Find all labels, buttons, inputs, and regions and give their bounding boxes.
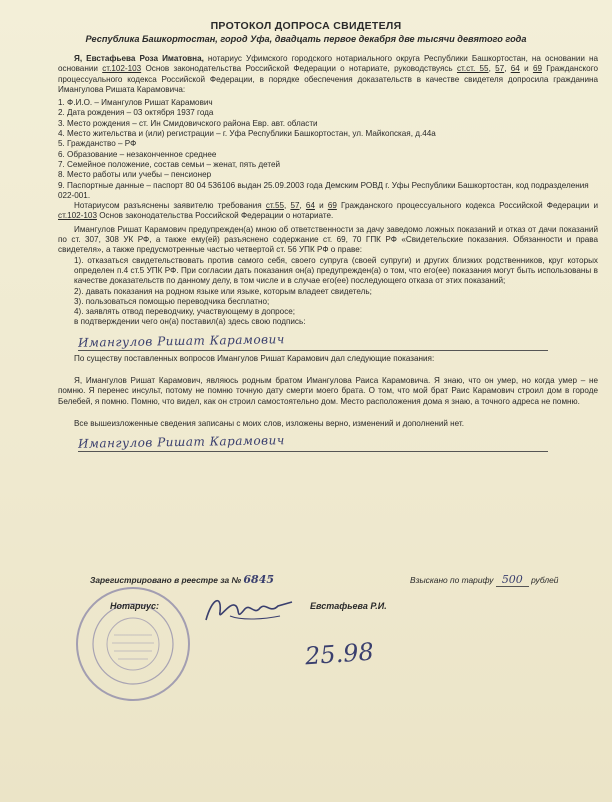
registry-label: Зарегистрировано в реестре за № xyxy=(90,575,242,585)
fee-label: Взыскано по тарифу xyxy=(410,575,494,585)
rights-law-ref-4: 69 xyxy=(327,201,337,211)
notary-label: Нотариус: xyxy=(110,601,160,611)
rights-law-ref-3: 64 xyxy=(305,201,315,211)
intro-sep-3: и xyxy=(519,64,533,74)
intro-law-ref-5: 69 xyxy=(532,64,542,74)
testimony-text: Я, Имангулов Ришат Карамович, являюсь родным братом Имангулова Раиса Карамовича. Я знаю, что он умер, но когда умер – не помню. Я перенес инсульт, потому не помню точную дату смерти моего брата. О том, что мой брат Раис Карамович строил дом в городе Белебей, я помню. Помню, что видел, как он строил самостоятельно дом. Место расположения дома я знаю, а точного адреса не помню. xyxy=(58,376,598,406)
handwritten-signature-2: Имангулов Ришат Карамович xyxy=(77,433,285,452)
intro-law-ref-3: 57 xyxy=(495,64,505,74)
intro-text-2: Основ законодательства Российской Федерации о нотариате, руководствуясь xyxy=(141,64,457,74)
document-body xyxy=(58,54,598,455)
rights-law-ref-1: ст.55 xyxy=(265,201,285,211)
rights-text-1: Нотариусом разъяснены заявителю требования xyxy=(74,201,266,211)
confirmation-text: в подтверждении чего он(а) поставил(а) здесь свою подпись: xyxy=(74,317,306,327)
document-title: ПРОТОКОЛ ДОПРОСА СВИДЕТЕЛЯ xyxy=(210,20,402,32)
rights-item: 1). отказаться свидетельствовать против самого себя, своего супруга (своей супруги) и других близких родственников, круг которых определен п.4 ст.5 УПК РФ. При согласии дать показания он(а) предупрежден(а) о том, что его(ее) показания могут быть использованы в качестве доказательств по данному делу, в том числе и в случае его(ее) последующего отказа от этих показаний; xyxy=(74,255,598,286)
handwritten-date: 25.98 xyxy=(304,637,375,671)
intro-law-ref-4: 64 xyxy=(510,64,520,74)
rights-sep-3: и xyxy=(314,201,328,211)
detail-item: 5. Гражданство – РФ xyxy=(58,139,137,149)
testimony-intro: По существу поставленных вопросов Имангулов Ришат Карамович дал следующие показания: xyxy=(74,353,435,363)
rights-law-ref-2: 57 xyxy=(290,201,300,211)
handwritten-signature-1: Имангулов Ришат Карамович xyxy=(77,331,285,350)
detail-item: 6. Образование – незаконченное среднее xyxy=(58,149,217,159)
intro-law-ref-2: ст.ст. 55 xyxy=(456,64,489,74)
detail-item: 7. Семейное положение, состав семьи – женат, пять детей xyxy=(58,159,281,169)
rights-text-3: Основ законодательства Российской Федерации о нотариате. xyxy=(96,211,334,221)
witness-details-list xyxy=(58,98,598,201)
rights-item: 4). заявлять отвод переводчику, участвующему в допросе; xyxy=(74,307,296,317)
intro-sep-1: , xyxy=(488,64,496,74)
rights-sep-2: , xyxy=(299,201,306,211)
detail-item: 2. Дата рождения – 03 октября 1937 года xyxy=(58,108,214,118)
detail-item: 4. Место жительства и (или) регистрации – г. Уфа Республики Башкортостан, ул. Майкопская, д.44а xyxy=(58,129,436,139)
warning-paragraph: Имангулов Ришат Карамович предупрежден(а) мною об ответственности за дачу заведомо ложных показаний и отказ от дачи показаний по ст. 307, 308 УК РФ, а также ему(ей) разъяснено содержание ст. 69, 70 ГПК РФ «Свидетельские показания. Обязанности и права свидетеля», а также предусмотренные частью четвертой ст. 56 УПК РФ о праве: xyxy=(58,224,598,255)
rights-item: 3). пользоваться помощью переводчика бесплатно; xyxy=(74,296,270,306)
closing-statement: Все вышеизложенные сведения записаны с моих слов, изложены верно, изменений и дополнений нет. xyxy=(74,418,464,428)
fee-value: 500 xyxy=(496,573,529,587)
rights-explained-paragraph xyxy=(58,201,598,222)
registry-number: 6845 xyxy=(243,573,275,586)
fee-line xyxy=(410,573,558,586)
rights-item: 2). давать показания на родном языке или языке, которым владеет свидетель; xyxy=(74,286,372,296)
intro-law-ref-1: ст.102-103 xyxy=(102,64,142,74)
document-subtitle: Республика Башкортостан, город Уфа, двадцать первое декабря две тысячи девятого года xyxy=(85,34,527,44)
rights-text-2: Гражданского процессуального кодекса Российской Федерации и xyxy=(336,201,599,211)
rights-sep-1: , xyxy=(284,201,291,211)
witness-signature-line-1 xyxy=(58,331,598,354)
intro-text-3: Гражданского процессуального кодекса Российской Федерации, в порядке обеспечения доказательств в качестве свидетеля допросила гражданина Имангулова Ришата Карамовича: xyxy=(58,64,598,94)
witness-signature-line-2 xyxy=(58,433,598,455)
intro-paragraph xyxy=(58,54,598,95)
detail-item: 9. Паспортные данные – паспорт 80 04 536106 выдан 25.09.2003 года Демским РОВД г. Уфы Республики Башкортостан, код подразделения 022-001. xyxy=(58,180,589,200)
rights-list xyxy=(58,256,598,328)
rights-law-ref-5: ст.102-103 xyxy=(58,211,97,221)
notary-signature-icon xyxy=(200,590,300,630)
notary-intro-name: Я, Евстафьева Роза Иматовна, xyxy=(74,54,204,63)
detail-item: 3. Место рождения – ст. Ин Смидовичского района Евр. авт. области xyxy=(58,118,318,128)
fee-unit: рублей xyxy=(531,575,559,585)
detail-item: 8. Место работы или учебы – пенсионер xyxy=(58,170,212,180)
detail-item: 1. Ф.И.О. – Имангулов Ришат Карамович xyxy=(58,98,213,108)
notary-name: Евстафьева Р.И. xyxy=(310,601,387,611)
intro-text-1: нотариус Уфимского городского нотариального округа Республики Башкортостан, на основании на основании xyxy=(58,54,598,74)
intro-sep-2: , xyxy=(504,64,511,74)
